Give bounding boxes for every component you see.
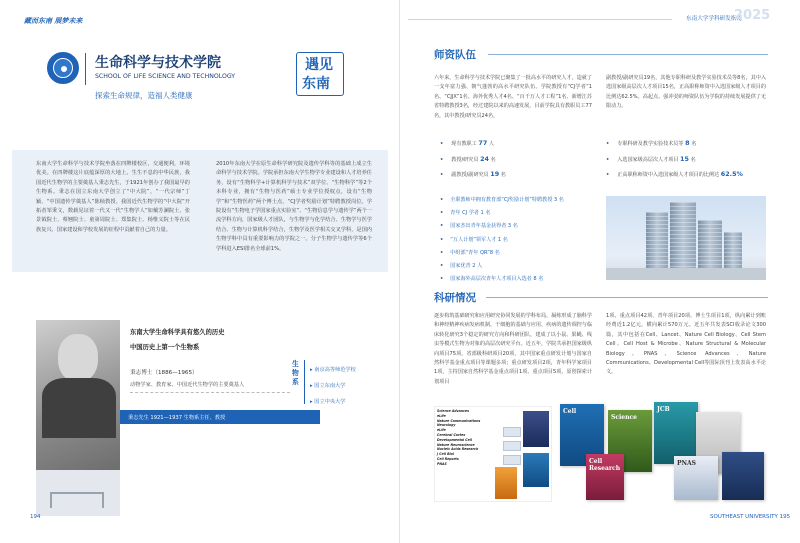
journal-title: Nature Neuroscience <box>437 442 475 447</box>
bio-divider <box>130 392 290 393</box>
ground <box>606 268 766 280</box>
tower <box>646 212 668 268</box>
journal-cover <box>523 453 549 487</box>
honor-item: • 国家海外高层次青年人才项目入选者 8 名 <box>440 273 564 286</box>
journal-title: Science Advances <box>437 409 469 413</box>
journal-cover <box>722 452 764 500</box>
honors-list <box>440 194 564 286</box>
journal-cover <box>495 467 517 499</box>
university-item: ▸ 南京高等师范学校 <box>310 362 356 378</box>
stat-label: 副教授/副研究员 <box>451 172 489 179</box>
right-page <box>400 0 800 543</box>
cover-title: PNAS <box>677 460 696 467</box>
section-rule <box>488 54 768 55</box>
meet-southeast-stamp <box>296 52 344 96</box>
stat-item <box>440 136 506 152</box>
header-line <box>408 19 672 20</box>
stat-value: 19 <box>490 170 500 179</box>
stat-label: 正高职称师资中入选国家级人才项目的比例达 <box>617 172 720 179</box>
journal-title: Cell Reports <box>437 456 459 461</box>
journal-title-collage <box>434 406 552 502</box>
stat-unit: 名 <box>691 141 697 147</box>
honor-item: • 青年 CJ 学者 1 名 <box>440 207 564 220</box>
stat-value: 24 <box>480 154 489 163</box>
journal-title: Nucleic Acids Research <box>437 447 479 452</box>
school-slogan: 探索生命规律，造福人类健康 <box>95 91 193 100</box>
journal-badge <box>503 427 521 437</box>
honor-item: • “万人计划”领军人才 1 名 <box>440 234 564 247</box>
stamp-line-2: 东南 <box>302 76 330 92</box>
stat-unit: 名 <box>690 156 696 163</box>
research-paragraph-2: 1项、重点项目42项、青年项目20项、博士生项目1项，纵向累计到账经费近1.2亿元，横向累计570万元。近五年共发表SCI收录论文300篇，其中包括在Cell、Lancet、Nature Cell Biology、Cell Stem Cell、Cell Host & Microbe、Nature Structural & Molecular Biology、PNAS、Science Advances、Nature Communications、Developmental Cell等国际顶刊上发表高水平论文。 <box>606 313 766 376</box>
journal-cover <box>523 411 549 447</box>
campus-gate <box>50 492 104 508</box>
honor-item: • 国家杰出青年基金获得者 3 名 <box>440 220 564 233</box>
photo-caption: 秉志先生 1921—1937 生物系主任、教授 <box>128 415 226 421</box>
vertical-label: 生物系 <box>292 360 299 386</box>
journal-cover <box>586 454 624 500</box>
school-name-cn: 生命科学与技术学院 <box>95 55 221 71</box>
header-year: 2025 <box>734 8 771 23</box>
founder-photo <box>36 320 120 516</box>
tower <box>670 202 696 268</box>
tower <box>724 232 742 268</box>
stat-value: 15 <box>680 154 689 163</box>
page-number-left: 194 <box>30 514 41 520</box>
journal-covers <box>556 402 768 502</box>
staff-paragraph-1: 六年来，生命科学与技术学院已聚集了一批高水平的研究人才，造就了一支年富力强、朝气蓬勃的高水平研究队伍。学院教授有“CJ学者”1名、“CJJX”1名、海外优秀人才4名、“百千万人才工程”1名、新增江苏省特聘教授3名，经过建院以来的高速发展，目前学院具有教职员工77名，其中教授/研究员24名， <box>434 75 592 119</box>
journal-title: J Cell Biol <box>437 452 454 457</box>
journal-cover <box>674 456 718 500</box>
journal-title: Developmental Cell <box>437 437 472 442</box>
section-title-research: 科研情况 <box>434 292 476 304</box>
stat-unit: 名 <box>500 172 506 179</box>
section-title-staff: 师资队伍 <box>434 49 476 61</box>
journal-badges <box>503 427 521 469</box>
journal-title: Nature Communications <box>437 418 481 423</box>
logo-ring <box>53 58 73 78</box>
honor-item: • 中组部“青年 QR”8 名 <box>440 247 564 260</box>
stat-item <box>606 152 743 168</box>
journal-title: Cerebral Cortex <box>437 432 466 437</box>
stat-item <box>606 167 743 183</box>
journal-title: PNAS <box>437 461 447 466</box>
vertical-bar <box>304 360 305 404</box>
research-paragraph-1: 逐步构筑基础研究和应用研究协同发展的学科布局，凝练形成了脑科学和神经精神疾病发病机制、干细胞的基础与应用、疾病的遗传调控与临床转化研究3个稳定的研究方向和科研团队，建成了以小鼠、果蝇、线虫等模式生物为对象的高层次研究平台。近五年，学院共承担国家级纵向项目75项，省部级科研项目20项，其中国家重点研发计划与国家自然科学基金重点项目等课题多项；重点研发项目2项，青年科学家项目1项，主持国家自然科学基金重点项目1项、重点项目5项，原创探索计划项目 <box>434 313 592 385</box>
cover-title: Cell Research <box>589 458 621 472</box>
tower <box>698 220 722 268</box>
page-number-right: SOUTHEAST UNIVERSITY 195 <box>710 514 791 520</box>
stat-item <box>440 167 506 183</box>
journal-title-list <box>437 409 480 467</box>
header-series: 东南大学学科研发指南 <box>686 16 742 22</box>
cover-title: JCB <box>657 406 670 413</box>
intro-column-2: 2010年东南大学在原生命科学研究院及遗传学科等的基础上成立生命科学与技术学院。学院承担东南大学生物学专业建设和人才培养任务，设有“生物科学+计算机科学与技术”双学位、“生物科学”等2个本科专业，拥有“生物与医药”硕士专业学位授权点，设有“生物学”和“生物医药”两个博士点，“CJ学者奖励计划”特聘教授岗位。学院设有“生物电子学国家重点实验室”、“生物信息学与遗传学”两个一流学科方向，国家级人才团队，与生物学与化学结合、生物学与医学结合、生物与计算机科学结合，生物学及医学相关交叉学科，是国内生物学科中具有重要影响力的学院之一。分子生物学与遗传学等6个学科进入ESI排名全球前1%。 <box>216 161 373 252</box>
logo-dot <box>61 66 67 72</box>
journal-title: eLife <box>437 413 446 418</box>
stat-value: 8 <box>685 139 690 147</box>
staff-stats-right <box>606 136 743 183</box>
person-description: 动物学家、教育家、中国近代生物学的主要奠基人 <box>130 382 245 388</box>
journal-title: Neurology <box>437 423 456 428</box>
university-list <box>310 362 356 410</box>
journal-cover <box>654 402 698 464</box>
photo-head <box>58 334 98 382</box>
journal-badge <box>503 455 521 465</box>
stat-label: 教授/研究员 <box>451 156 479 163</box>
history-title: 东南大学生命科学具有悠久的历史 <box>130 329 225 336</box>
staff-paragraph-2: 副教授/副研究员19名，其他专职科研及教学实验技术员等8名，其中入选国家级高层次人才项目15名，正高职称师资中入选国家级人才项目的比例达62.5%。高起点、强冲劲的师资队伍为学院的持续发展提供了无限动力。 <box>606 75 766 110</box>
cover-title: Science <box>611 414 637 421</box>
stat-value: 62.5% <box>720 170 743 179</box>
honor-item: • 国家优青 2 人 <box>440 260 564 273</box>
university-item: ▸ 国立中央大学 <box>310 394 356 410</box>
honor-item: • 全职教师中拥有教育部“CJ奖励计划”特聘教授 3 名 <box>440 194 564 207</box>
school-name-en: SCHOOL OF LIFE SCIENCE AND TECHNOLOGY <box>95 73 236 80</box>
journal-badge <box>503 441 521 451</box>
stat-value: 77 <box>478 139 488 147</box>
motto: 藏而东南 展梦未来 <box>24 16 83 25</box>
intro-column-1: 东南大学生命科学与技术学院坐落在四牌楼校区，交通便利，环境优美。在四牌楼这片底蕴深厚的大地上，生生不息的中华民族，我国近代生物学的主要奠基人秉志先生，于1921年创办了我国最早的生物系。秉志在国立东南大学创立了“中大院”，“一代宗师”丁颖、“中国遗传学奠基人”陈桢教授、我国近代生物学的“中大院”开拓者邹秉文，数载见证着一代又一代“生物学人”如戴芳澜院士、张景钺院士、蔡翘院士、童第周院士、郑集院士、杨惟义院士等在民族复兴、国家建设和学校发展的征程中贡献着自己的力量。 <box>36 161 190 233</box>
stat-label: 现有教职工 <box>451 141 477 147</box>
history-subtitle: 中国历史上第一个生物系 <box>130 344 200 351</box>
section-rule <box>486 297 768 298</box>
person-name: 秉志博士（1886—1965） <box>130 370 198 376</box>
logo-divider <box>85 53 86 85</box>
stat-item <box>440 152 506 168</box>
stamp-line-1: 遇见 <box>305 57 333 73</box>
stat-label: 入选国家级高层次人才项目 <box>617 156 679 163</box>
building-photo <box>606 196 766 280</box>
stat-item <box>606 136 743 152</box>
stat-unit: 人 <box>488 141 495 147</box>
stat-unit: 名 <box>490 156 496 163</box>
photo-body <box>42 378 116 438</box>
cover-title: Cell <box>563 408 577 415</box>
stat-label: 专职科研及教学实验技术员等 <box>617 141 684 147</box>
university-item: ▸ 国立东南大学 <box>310 378 356 394</box>
staff-stats-left <box>440 136 506 183</box>
university-logo <box>47 52 79 84</box>
journal-title: eLife <box>437 428 446 433</box>
